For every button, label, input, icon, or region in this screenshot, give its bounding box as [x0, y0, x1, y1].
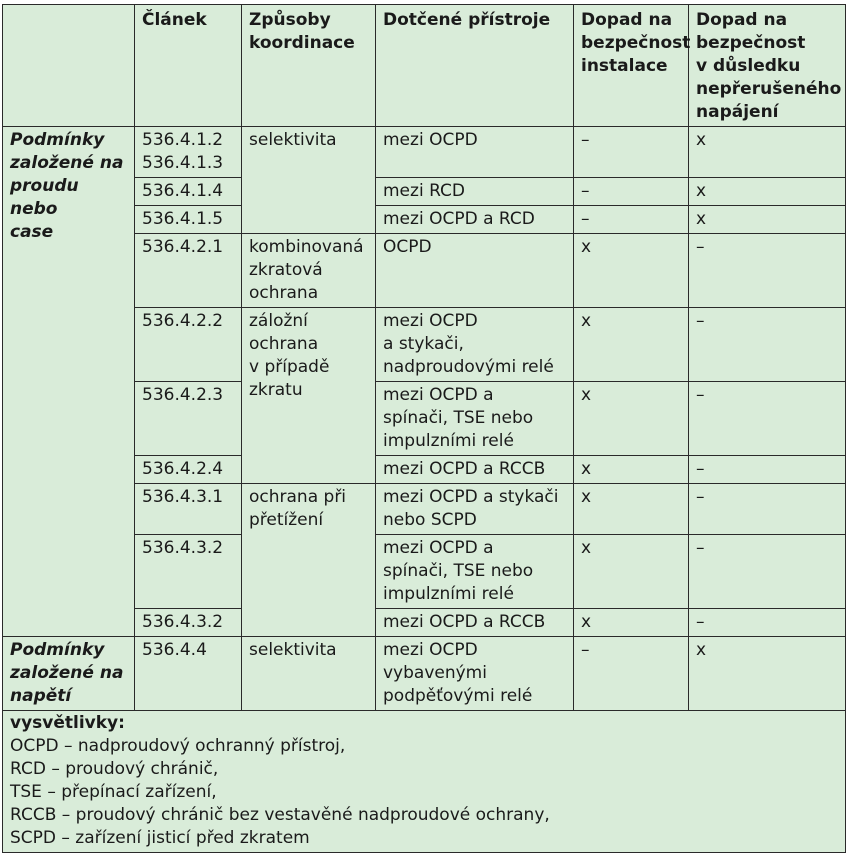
- install-impact-cell: x: [574, 535, 689, 609]
- devices-cell: mezi OCPD: [376, 127, 574, 178]
- supply-impact-cell: –: [689, 382, 846, 456]
- install-impact-cell: –: [574, 206, 689, 234]
- supply-impact-cell: x: [689, 127, 846, 178]
- category-current-time: Podmínky založené na proudu nebo case: [3, 127, 135, 637]
- legend-line: SCPD – zařízení jisticí před zkratem: [10, 828, 310, 848]
- devices-cell: OCPD: [376, 234, 574, 308]
- legend-line: TSE – přepínací zařízení,: [10, 782, 217, 802]
- install-impact-cell: x: [574, 382, 689, 456]
- supply-impact-cell: –: [689, 234, 846, 308]
- install-impact-cell: –: [574, 637, 689, 711]
- header-method: Způsoby koordinace: [242, 5, 376, 127]
- install-impact-cell: x: [574, 456, 689, 484]
- install-impact-cell: –: [574, 127, 689, 178]
- install-impact-cell: x: [574, 308, 689, 382]
- devices-cell: mezi OCPD a RCCB: [376, 609, 574, 637]
- devices-cell: mezi RCD: [376, 178, 574, 206]
- header-install-safety: Dopad na bezpečnost instalace: [574, 5, 689, 127]
- header-row: [3, 5, 846, 127]
- supply-impact-cell: x: [689, 637, 846, 711]
- method-cell: selektivita: [242, 637, 376, 711]
- article-cell: 536.4.3.2: [135, 609, 242, 637]
- table-row: [3, 637, 846, 711]
- header-supply-safety: Dopad na bezpečnost v důsledku nepřerušeného napájení: [689, 5, 846, 127]
- header-article: Článek: [135, 5, 242, 127]
- article-cell: 536.4.2.3: [135, 382, 242, 456]
- devices-cell: mezi OCPD a spínači, TSE nebo impulzními relé: [376, 382, 574, 456]
- legend-line: OCPD – nadproudový ochranný přístroj,: [10, 736, 346, 756]
- legend-line: RCD – proudový chránič,: [10, 759, 219, 779]
- table-row: [3, 127, 846, 178]
- article-cell: 536.4.1.4: [135, 178, 242, 206]
- legend-row: [3, 711, 846, 853]
- devices-cell: mezi OCPD a RCCB: [376, 456, 574, 484]
- supply-impact-cell: –: [689, 535, 846, 609]
- legend: [3, 711, 846, 853]
- devices-cell: mezi OCPD a spínači, TSE nebo impulzními relé: [376, 535, 574, 609]
- devices-cell: mezi OCPD vybavenými podpěťovými relé: [376, 637, 574, 711]
- legend-title: vysvětlivky:: [10, 713, 125, 733]
- header-devices: Dotčené přístroje: [376, 5, 574, 127]
- supply-impact-cell: –: [689, 484, 846, 535]
- supply-impact-cell: –: [689, 308, 846, 382]
- method-cell: záložní ochrana v případě zkratu: [242, 308, 376, 484]
- article-cell: 536.4.2.1: [135, 234, 242, 308]
- article-cell: 536.4.3.1: [135, 484, 242, 535]
- legend-line: RCCB – proudový chránič bez vestavěné nadproudové ochrany,: [10, 805, 550, 825]
- method-cell: ochrana při přetížení: [242, 484, 376, 637]
- header-empty: [3, 5, 135, 127]
- category-voltage: Podmínky založené na napětí: [3, 637, 135, 711]
- supply-impact-cell: x: [689, 206, 846, 234]
- method-cell: kombinovaná zkratová ochrana: [242, 234, 376, 308]
- coordination-table: [2, 4, 846, 853]
- install-impact-cell: x: [574, 484, 689, 535]
- supply-impact-cell: –: [689, 609, 846, 637]
- article-cell: 536.4.1.5: [135, 206, 242, 234]
- supply-impact-cell: –: [689, 456, 846, 484]
- method-cell: selektivita: [242, 127, 376, 234]
- article-cell: 536.4.3.2: [135, 535, 242, 609]
- devices-cell: mezi OCPD a stykači nebo SCPD: [376, 484, 574, 535]
- install-impact-cell: –: [574, 178, 689, 206]
- install-impact-cell: x: [574, 234, 689, 308]
- devices-cell: mezi OCPD a RCD: [376, 206, 574, 234]
- install-impact-cell: x: [574, 609, 689, 637]
- article-cell: 536.4.1.2 536.4.1.3: [135, 127, 242, 178]
- devices-cell: mezi OCPD a stykači, nadproudovými relé: [376, 308, 574, 382]
- supply-impact-cell: x: [689, 178, 846, 206]
- article-cell: 536.4.4: [135, 637, 242, 711]
- article-cell: 536.4.2.2: [135, 308, 242, 382]
- article-cell: 536.4.2.4: [135, 456, 242, 484]
